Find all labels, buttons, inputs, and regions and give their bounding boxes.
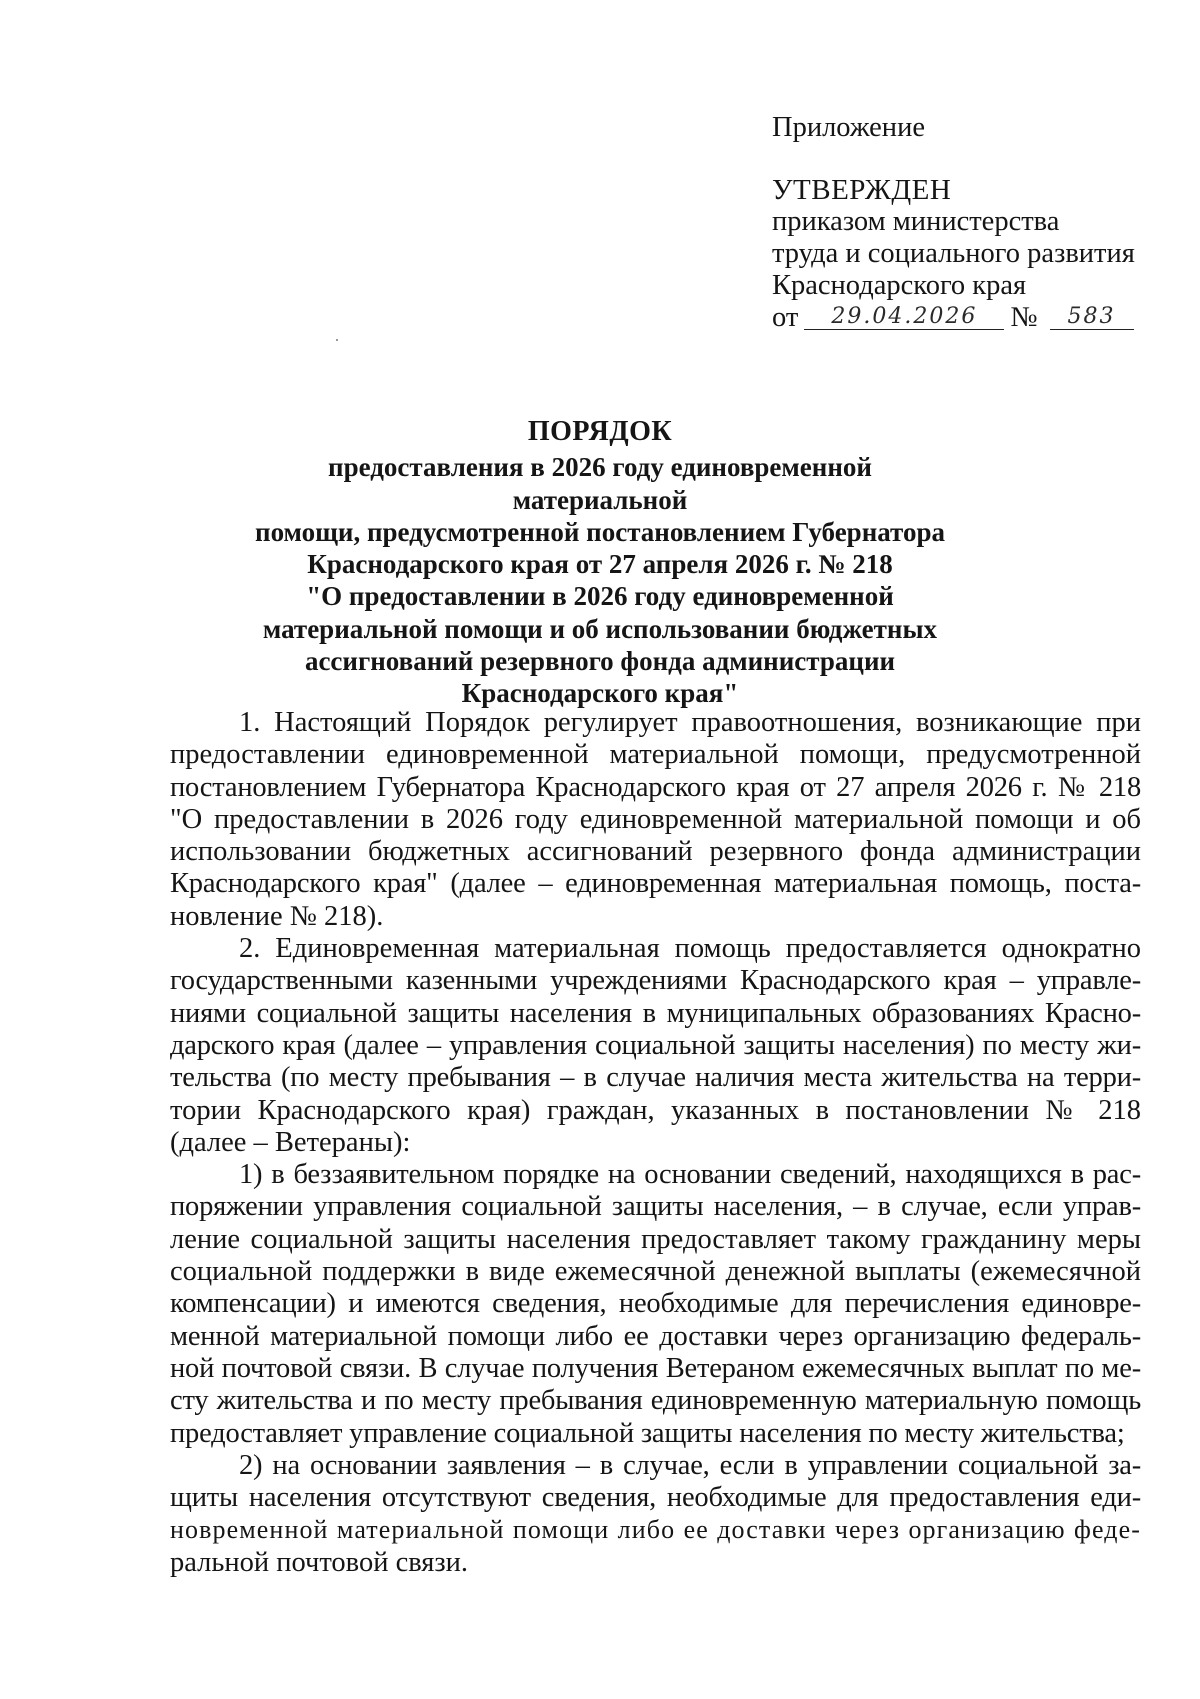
approval-stamp-block — [772, 112, 1172, 334]
subitem-2-line: 2) на основании заявления – в случае, если в управлении социальной за- — [239, 1449, 1141, 1481]
subitem-1-line: сту жительства и по месту пребывания единовременную материальную помощь — [170, 1385, 1141, 1417]
paragraph-1-line: использовании бюджетных ассигнований резервного фонда администрации — [170, 836, 1141, 868]
approval-line-3: Краснодарского края — [772, 270, 1027, 301]
subitem-1-line: ной почтовой связи. В случае получения Ветераном ежемесячных выплат по ме- — [170, 1352, 1141, 1384]
handwritten-date: 29.04.2026 — [804, 305, 1004, 330]
document-body — [170, 707, 1141, 1579]
subitem-1-line: компенсации) и имеются сведения, необходимые для перечисления единовре- — [170, 1288, 1141, 1320]
paragraph-1-line: "О предоставлении в 2026 году единовременной материальной помощи и об — [170, 803, 1141, 835]
order-date-number-line — [772, 302, 1172, 334]
subitem-1-line: поряжении управления социальной защиты населения, – в случае, если управ- — [170, 1191, 1141, 1223]
subitem-1-line: менной материальной помощи либо ее доставки через организацию федераль- — [170, 1320, 1141, 1352]
approved-label: УТВЕРЖДЕН — [772, 174, 952, 206]
paragraph-2-line: дарского края (далее – управления социальной защиты населения) по месту жи- — [170, 1029, 1141, 1061]
paragraph-2-line: тории Краснодарского края) граждан, указанных в постановлении № 218 — [170, 1094, 1141, 1126]
subitem-1-line: социальной поддержки в виде ежемесячной денежной выплаты (ежемесячной — [170, 1256, 1141, 1288]
title-line: ассигнований резервного фонда администрации — [304, 646, 896, 677]
from-label: от — [772, 302, 799, 333]
subitem-1-line: ление социальной защиты населения предоставляет такому гражданину меры — [170, 1223, 1141, 1255]
paragraph-1-line: 1. Настоящий Порядок регулирует правоотношения, возникающие при — [239, 707, 1141, 738]
title-line: помощи, предусмотренной постановлением Губернатора — [255, 516, 945, 547]
paragraph-1-line: Краснодарского края" (далее – единовременная материальная помощь, поста- — [170, 868, 1141, 900]
paragraph-1-line: постановлением Губернатора Краснодарского края от 27 апреля 2026 г. № 218 — [170, 771, 1141, 803]
paragraph-1-line: предоставлении единовременной материальной помощи, предусмотренной — [170, 739, 1141, 771]
approval-line-1: приказом министерства — [772, 206, 1060, 237]
title-line: Краснодарского края от 27 апреля 2026 г. № 218 — [307, 549, 893, 580]
subitem-2-line: щиты населения отсутствуют сведения, необходимые для предоставления еди- — [170, 1482, 1141, 1514]
subitem-2-line: ральной почтовой связи. — [170, 1546, 469, 1578]
scan-speck — [336, 339, 338, 341]
document-title — [250, 416, 950, 710]
paragraph-2-line: тельства (по месту пребывания – в случае наличия места жительства на терри- — [170, 1062, 1141, 1094]
title-line: Краснодарского края" — [461, 678, 739, 709]
subitem-1-line: 1) в беззаявительном порядке на основании сведений, находящихся в рас- — [239, 1159, 1141, 1191]
title-main: ПОРЯДОК — [527, 416, 673, 447]
paragraph-2-line: ниями социальной защиты населения в муниципальных образованиях Красно- — [170, 997, 1141, 1029]
handwritten-order-number: 583 — [1050, 305, 1134, 330]
paragraph-2-line: государственными казенными учреждениями Краснодарского края – управле- — [170, 965, 1141, 997]
title-line: предоставления в 2026 году единовременной материальной — [328, 452, 872, 515]
subitem-2-line: новременной материальной помощи либо ее доставки через организацию феде- — [170, 1515, 1141, 1545]
paragraph-1-line: новление № 218). — [170, 900, 384, 932]
paragraph-2-line: (далее – Ветераны): — [170, 1126, 411, 1158]
paragraph-2-line: 2. Единовременная материальная помощь предоставляется однократно — [239, 933, 1141, 965]
appendix-label: Приложение — [772, 112, 925, 143]
approval-line-2: труда и социального развития — [772, 238, 1135, 269]
title-line: материальной помощи и об использовании бюджетных — [262, 613, 938, 644]
title-line: "О предоставлении в 2026 году единовременной — [306, 581, 894, 612]
subitem-1-line: предоставляет управление социальной защиты населения по месту жительства; — [170, 1417, 1125, 1449]
number-label: № — [1010, 302, 1038, 333]
